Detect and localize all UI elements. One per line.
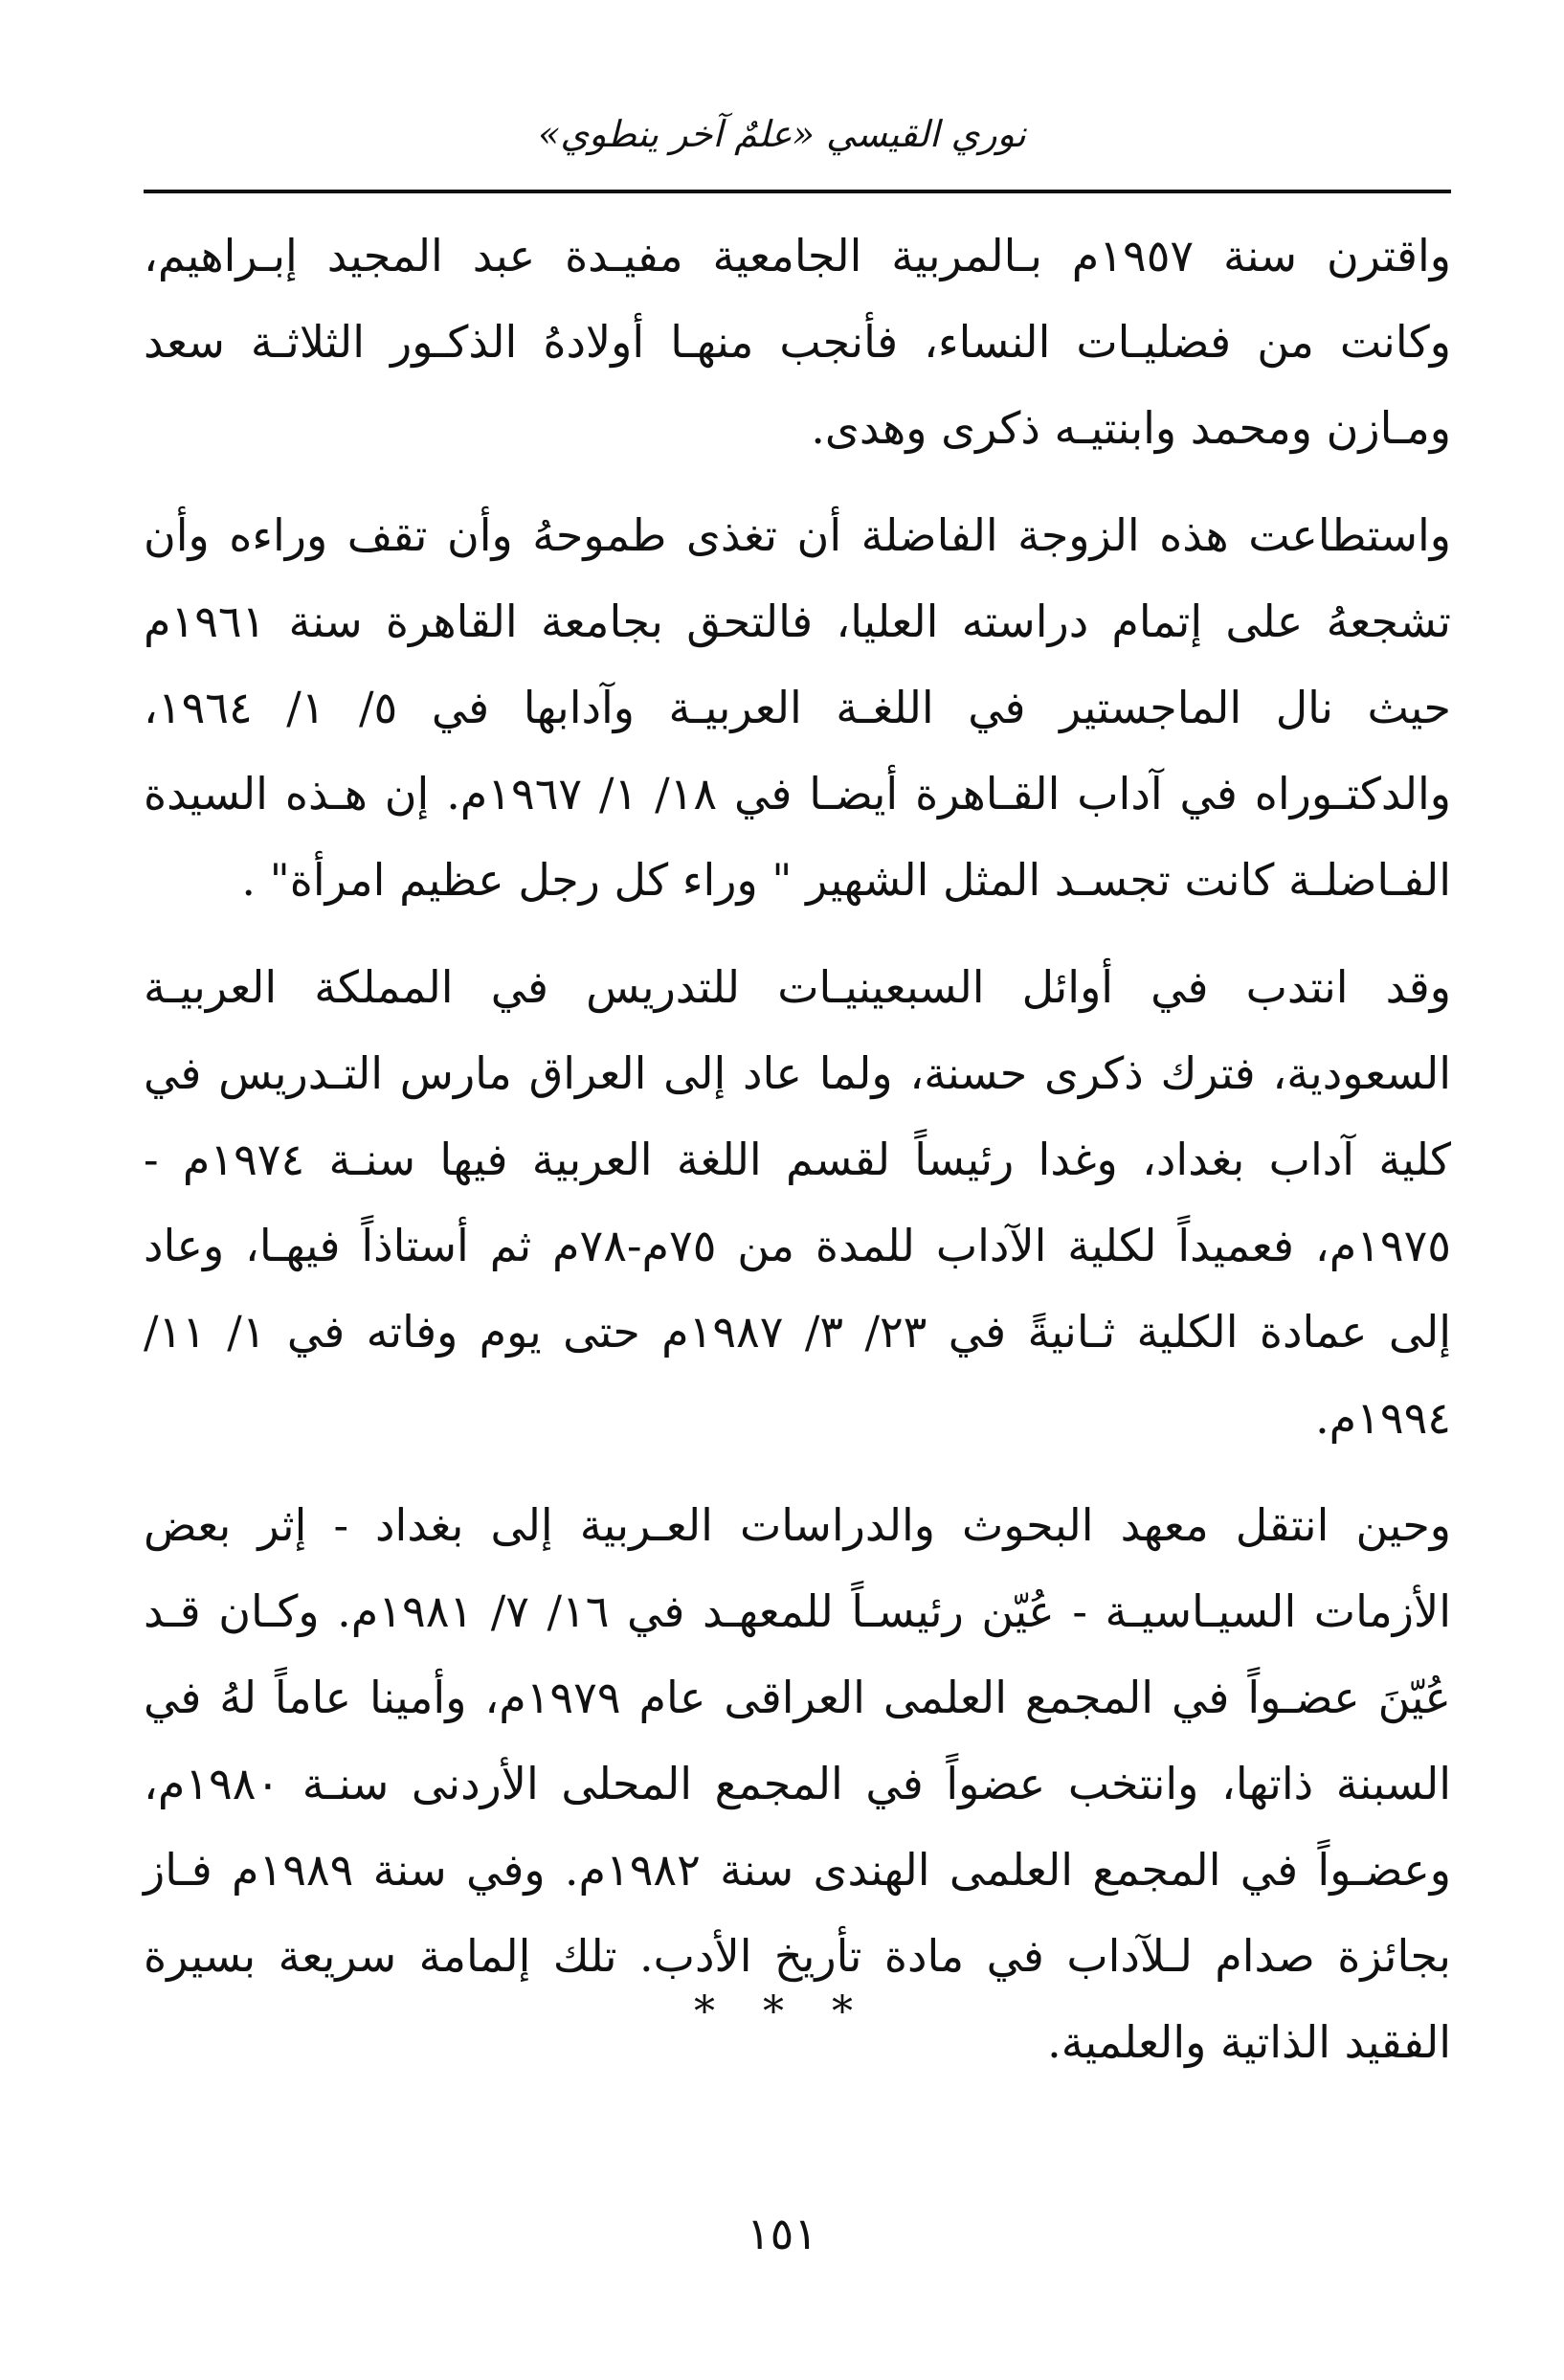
paragraph-wife-and-studies: واستطاعت هذه الزوجة الفاضلة أن تغذى طموحهُ وأن تقف وراءه وأن تشجعهُ على إتمام دراسته العليا، فالتحق بجامعة القاهرة سنة ١٩٦١م حيث نال الماجستير في اللغـة العربيـة وآدابها في ٥/ ١/ ١٩٦٤، والدكتـوراه في آداب القـاهرة أيضـا في ١٨/ ١/ ١٩٦٧م. إن هـذه السيدة الفـاضلـة كانت تجسـد المثل الشهير " وراء كل رجل عظيم امرأة" . (144, 509, 1451, 906)
running-header: نوري القيسي «علمٌ آخر ينطوي» (538, 113, 1026, 155)
paragraph-academic-career: وقد انتدب في أوائل السبعينيـات للتدريس في المملكة العربيـة السعودية، فترك ذكرى حسنة، ولما عاد إلى العراق مارس التـدريس في كلية آداب بغداد، وغدا رئيساً لقسم اللغة العربية فيها سنـة ١٩٧٤م - ١٩٧٥م، فعميداً لكلية الآداب للمدة من ٧٥م-٧٨م ثم أستاذاً فيهـا، وعاد إلى عمادة الكلية ثـانيةً في ٢٣/ ٣/ ١٩٨٧م حتى يوم وفاته في ١/ ١١/ ١٩٩٤م. (144, 961, 1452, 1444)
paragraph-institutions-and-awards: وحين انتقل معهد البحوث والدراسات العـربية إلى بغداد - إثر بعض الأزمات السيـاسيـة - عُيّن رئيسـاً للمعهـد في ١٦/ ٧/ ١٩٨١م. وكـان قـد عُيّنَ عضـواً في المجمع العلمى العراقى عام ١٩٧٩م، وأمينا عاماً لهُ في السبنة ذاتها، وانتخب عضواً في المجمع المحلى الأردنى سنـة ١٩٨٠م، وعضـواً في المجمع العلمى الهندى سنة ١٩٨٢م. وفي سنة ١٩٨٩م فـاز بجائزة صدام لـلآداب في مادة تأريخ الأدب. تلك إلمامة سريعة بسيرة الفقيد الذاتية والعلمية. (144, 1499, 1451, 2068)
section-ornament: * * * (694, 1987, 870, 2036)
page-body (144, 213, 1451, 2106)
page-number: ١٥١ (746, 2208, 818, 2259)
paragraph-marriage: واقترن سنة ١٩٥٧م بـالمربية الجامعية مفيـدة عبد المجيد إبـراهيم، وكانت من فضليـات النساء، فأنجب منهـا أولادهُ الذكـور الثلاثـة سعد ومـازن ومحمد وابنتيـه ذكرى وهدى. (144, 230, 1452, 454)
header-divider (144, 190, 1451, 193)
